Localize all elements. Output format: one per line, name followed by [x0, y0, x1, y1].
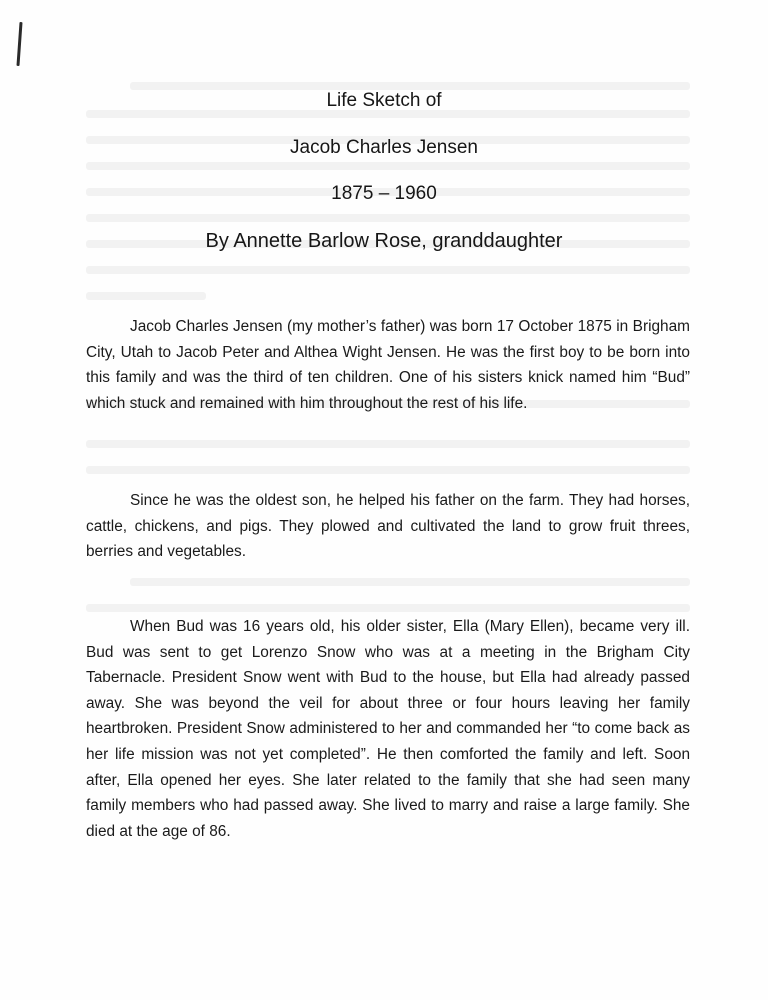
paragraph-1	[86, 314, 690, 416]
paragraph-3	[86, 614, 690, 844]
paragraph-2	[86, 488, 690, 565]
title-line-2: Jacob Charles Jensen	[290, 137, 478, 158]
paragraph-1-text: Jacob Charles Jensen (my mother’s father) was born 17 October 1875 in Brigham City, Utah to Jacob Peter and Althea Wight Jensen. He was the first boy to be born into this family and was the third of ten children. One of his sisters knick named him “Bud” which stuck and remained with him throughout the rest of his life.	[86, 318, 690, 412]
paragraph-2-text: Since he was the oldest son, he helped his father on the farm. They had horses, cattle, chickens, and pigs. They plowed and cultivated the land to grow fruit threes, berries and vegetables.	[86, 492, 690, 561]
title-dates: 1875 – 1960	[331, 183, 437, 204]
byline: By Annette Barlow Rose, granddaughter	[205, 230, 563, 252]
paragraph-3-text: When Bud was 16 years old, his older sister, Ella (Mary Ellen), became very ill. Bud was sent to get Lorenzo Snow who was at a meeting in the Brigham City Tabernacle. President Snow went with Bud to the house, but Ella had already passed away. She was beyond the veil for about three or four hours leaving her family heartbroken. President Snow administered to her and commanded her “to come back as her life mission was not yet completed”. He then comforted the family and left. Soon after, Ella opened her eyes. She later related to the family that she had seen many family members who had passed away. She lived to marry and raise a large family. She died at the age of 86.	[86, 618, 690, 840]
title-line-1: Life Sketch of	[326, 90, 442, 111]
